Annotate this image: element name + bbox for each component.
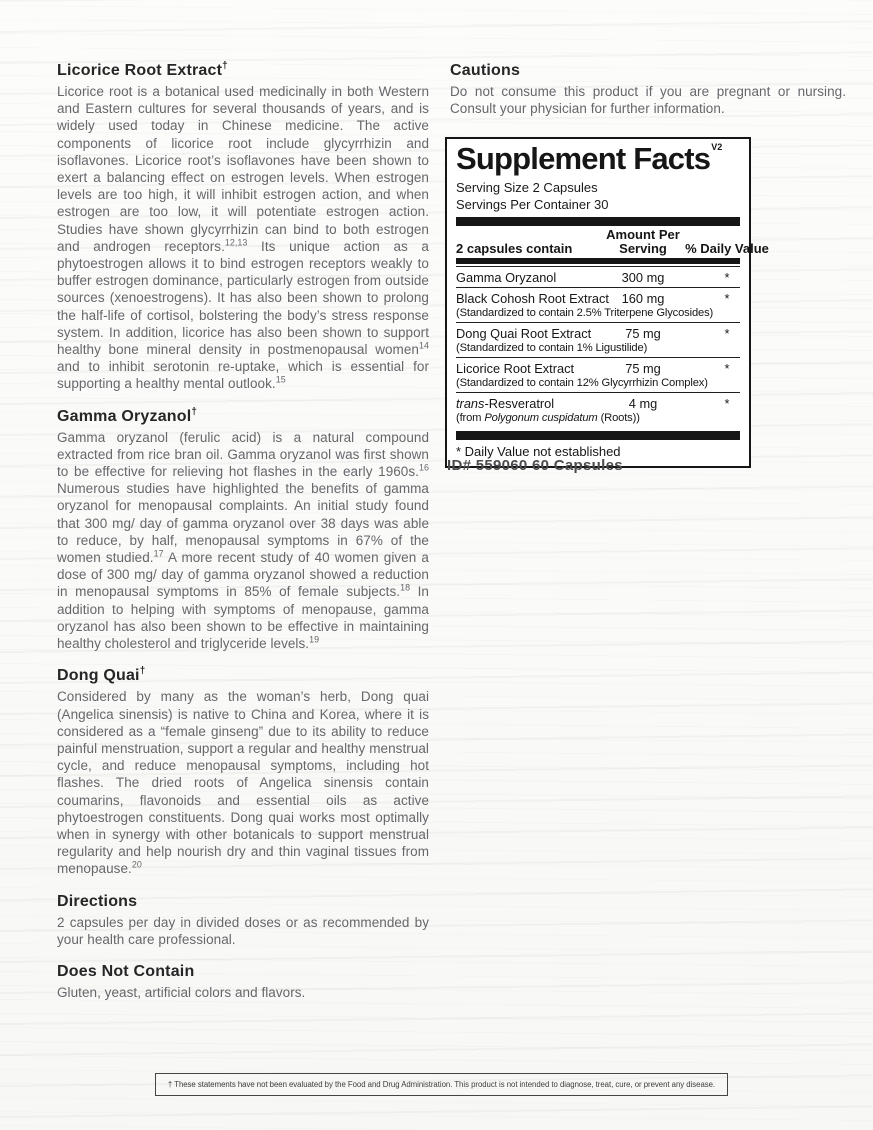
section-heading-text: Does Not Contain: [57, 962, 195, 980]
dagger-superscript: †: [191, 406, 198, 418]
product-id-line: ID# 559060 60 Capsules: [447, 457, 623, 474]
section-dong-quai: [57, 667, 429, 877]
section-heading: [57, 408, 429, 426]
section-heading-text: Directions: [57, 892, 138, 910]
section-does-not-contain: [57, 963, 429, 1001]
ingredient-source: (from Polygonum cuspidatum (Roots)): [456, 412, 640, 425]
facts-row-dong-quai: [456, 322, 740, 357]
section-body: Considered by many as the woman’s herb, Dong quai (Angelica sinensis) is native to China and Korea, where it is considered as a “female ginseng” due to its ability to reduce painful menstruation, support a regular and healthy menstrual cycle, and reduce menopausal symptoms, including hot flashes. The dried roots of Angelica sinensis contain coumarins, flavonoids and essential oils as active phytoestrogen constituents. Dong quai works most optimally when in synergy with other botanicals to support menstrual regularity and help nourish dry and thin vaginal tissues from menopause.$^{20}$: [57, 689, 429, 877]
daily-value-note: * Daily Value not established: [456, 444, 621, 460]
ingredient-name: Gamma Oryzanol: [456, 269, 557, 285]
section-heading-text: Gamma Oryzanol: [57, 407, 192, 425]
fda-disclaimer-text: † These statements have not been evaluated by the Food and Drug Administration. This product is not intended to diagnose, treat, cure, or prevent any disease.: [167, 1080, 716, 1089]
facts-row-licorice-root: [456, 357, 740, 392]
ingredient-standardization: (Standardized to contain 2.5% Triterpene Glycosides): [456, 307, 714, 320]
ingredient-standardization: (Standardized to contain 12% Glycyrrhizin Complex): [456, 377, 708, 390]
ingredient-daily-value: *: [724, 269, 730, 285]
ingredient-daily-value: *: [724, 361, 730, 377]
section-heading: [57, 667, 429, 685]
section-body: Do not consume this product if you are pregnant or nursing. Consult your physician for further information.: [450, 84, 846, 117]
supplement-facts-panel: [445, 137, 769, 468]
dagger-superscript: †: [139, 665, 146, 677]
facts-rows: [456, 266, 740, 428]
facts-header-row: [456, 226, 769, 258]
ingredient-daily-value: *: [724, 291, 730, 307]
divider-bar-thick: [456, 431, 740, 440]
ingredient-amount: 160 mg: [621, 291, 665, 307]
section-licorice-root-extract: [57, 62, 429, 393]
section-body: Licorice root is a botanical used medicinally in both Western and Eastern cultures for several thousands of years, and is widely used today in Chinese medicine. The active components of licorice root include glycyrrhizin and isoflavones. Licorice root’s isoflavones have been shown to exert a balancing effect on estrogen levels. When estrogen levels are too high, it will inhibit estrogen action, and when estrogen are too low, it will potentiate estrogen action. Studies have shown glycyrrhizin can bind to both estrogen and androgen receptors.$^{12,13}$ Its unique action as a phytoestrogen allows it to bind estrogen receptors weakly to buffer estrogen dominance, particularly estrogen from outside sources (xenoestrogens). It has also been shown to prolong the half-life of cortisol, bolstering the body’s stress response system. In addition, licorice has also been shown to support healthy bone mineral density in postmenopausal women$^{14}$ and to inhibit serotonin re-uptake, which is essential for supporting a healthy mental outlook.$^{15}$: [57, 84, 429, 392]
section-cautions: [450, 62, 846, 117]
ingredient-standardization: (Standardized to contain 1% Ligustilide): [456, 342, 648, 355]
section-heading: [57, 893, 429, 911]
section-gamma-oryzanol: [57, 408, 429, 653]
left-column: [57, 62, 429, 1016]
ingredient-amount: 75 mg: [625, 326, 661, 342]
ingredient-amount: 75 mg: [625, 361, 661, 377]
facts-header-amount: Amount Per Serving: [606, 226, 680, 256]
version-label: V2: [711, 142, 723, 152]
section-heading-text: Dong Quai: [57, 667, 140, 685]
ingredient-name: Licorice Root Extract: [456, 361, 575, 377]
right-column: [450, 62, 846, 132]
section-heading: [450, 62, 846, 80]
section-heading: [57, 62, 429, 80]
ingredient-amount: 4 mg: [628, 396, 658, 412]
section-directions: [57, 893, 429, 948]
divider-bar-thick: [456, 217, 740, 226]
facts-header-contains: 2 capsules contain: [456, 240, 573, 256]
section-body: Gamma oryzanol (ferulic acid) is a natural compound extracted from rice bran oil. Gamma oryzanol was first shown to be effective for relieving hot flashes in the early 1960s.$^{16}$ Numerous studies have highlighted the benefits of gamma oryzanol for menopausal complaints. An initial study found that 300 mg/ day of gamma oryzanol over 38 days was able to reduce, by half, menopausal symptoms in 67% of the women studied.$^{17}$ A more recent study of 40 women given a dose of 300 mg/ day of gamma oryzanol showed a reduction in menopausal symptoms in 85% of female subjects.$^{18}$ In addition to helping with symptoms of menopause, gamma oryzanol has also been shown to be effective in maintaining healthy cholesterol and triglyceride levels.$^{19}$: [57, 429, 429, 652]
section-body: Gluten, yeast, artificial colors and flavors.: [57, 984, 306, 1000]
section-heading-text: Licorice Root Extract: [57, 62, 223, 79]
supplement-facts-title-text: Supplement Facts: [456, 141, 711, 176]
ingredient-daily-value: *: [724, 396, 730, 412]
ingredient-name: trans-Resveratrol: [456, 396, 555, 412]
fda-disclaimer-box: [155, 1073, 728, 1096]
dagger-superscript: †: [222, 60, 228, 72]
facts-row-trans-resveratrol: [456, 392, 740, 427]
section-heading-text: Cautions: [450, 62, 521, 79]
ingredient-name: Dong Quai Root Extract: [456, 326, 592, 342]
facts-row-black-cohosh: [456, 287, 740, 322]
ingredient-daily-value: *: [724, 326, 730, 342]
supplement-facts-title: [456, 143, 740, 176]
ingredient-name: Black Cohosh Root Extract: [456, 291, 609, 307]
section-heading: [57, 963, 429, 981]
facts-header-daily-value: % Daily Value: [685, 240, 769, 256]
ingredient-amount: 300 mg: [621, 269, 665, 285]
servings-per-container: Servings Per Container 30: [456, 196, 609, 212]
serving-size: Serving Size 2 Capsules: [456, 179, 598, 195]
facts-row-gamma-oryzanol: [456, 266, 740, 288]
section-body: 2 capsules per day in divided doses or as recommended by your health care professional.: [57, 914, 429, 947]
divider-bar-medium: [456, 258, 740, 264]
